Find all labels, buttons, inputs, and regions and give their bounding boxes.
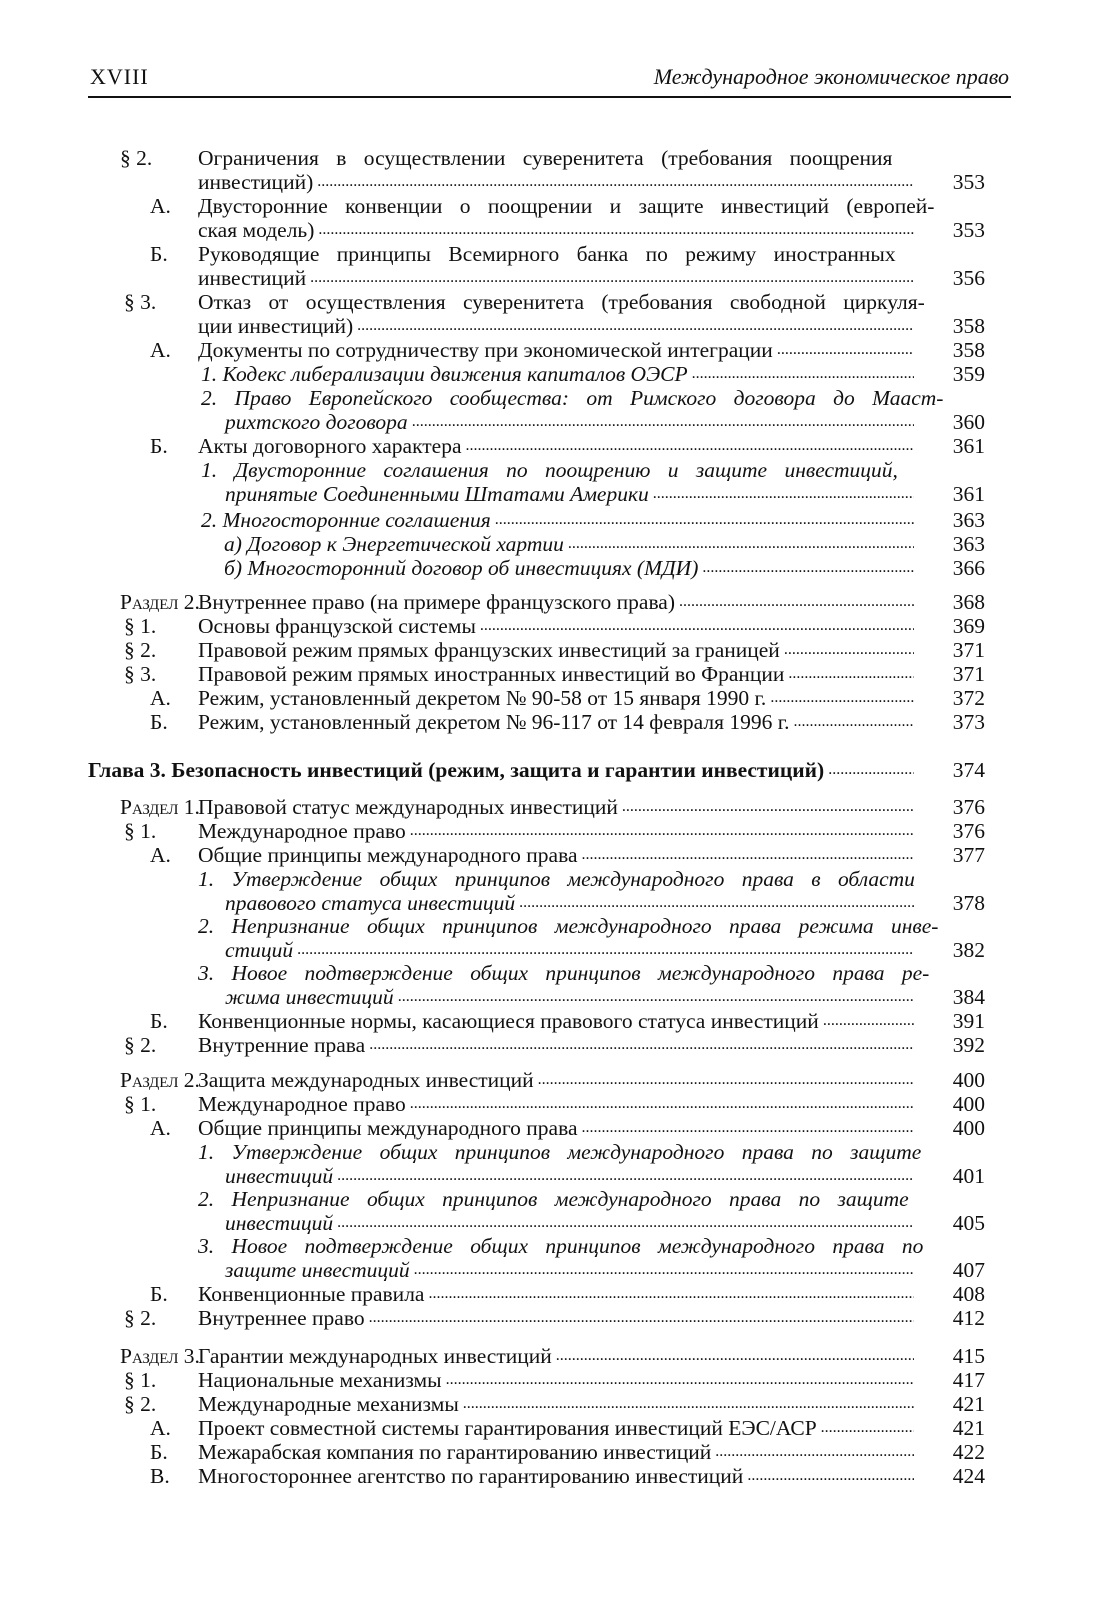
entry-page-number: 361 [952,482,985,506]
entry-title: Режим, установленный декретом № 90-58 от 15 января 1990 г. [198,686,767,710]
entry-title: Международные механизмы [198,1392,459,1416]
entry-title: принятые Соединенными Штатами Америки [225,482,649,506]
entry-title: рихтского договора [225,410,408,434]
dot-leader [519,891,914,915]
entry-page-number: 408 [952,1282,985,1306]
entry-page-number: 424 [952,1464,985,1488]
dot-leader [556,1344,914,1368]
entry-title-line1: Отказ от осуществления суверенитета (требования свободной циркуля- [198,290,925,314]
entry-label: § 2. [124,1033,157,1057]
dot-leader [398,985,914,1009]
entry-page-number: 374 [952,758,985,782]
entry-title-line1: 2. Непризнание общих принципов международного права режима инве- [198,914,939,938]
entry-label: § 3. [124,290,157,314]
entry-label: Раздел 2. [120,1068,200,1092]
entry-title: Конвенционные нормы, касающиеся правового статуса инвестиций [198,1009,819,1033]
entry-title: ции инвестиций) [198,314,354,338]
page-header [88,56,1011,98]
dot-leader [747,1464,914,1488]
entry-label: Б. [150,242,168,266]
entry-title: Правовой режим прямых иностранных инвестиций во Франции [198,662,785,686]
entry-page-number: 361 [952,434,985,458]
entry-title: а) Договор к Энергетической хартии [224,532,564,556]
dot-leader [310,266,914,290]
entry-title: 2. Многосторонние соглашения [201,508,491,532]
dot-leader [828,758,914,782]
entry-title: стиций [225,938,294,962]
entry-label: Б. [150,1282,168,1306]
entry-page-number: 391 [952,1009,985,1033]
entry-title-line1: Двусторонние конвенции о поощрении и защите инвестиций (европей- [198,194,935,218]
entry-label: § 2. [124,638,157,662]
entry-title: Межарабская компания по гарантированию инвестиций [198,1440,712,1464]
entry-title: 1. Кодекс либерализации движения капиталов ОЭСР [201,362,688,386]
dot-leader [412,410,914,434]
dot-leader [337,1164,914,1188]
entry-page-number: 412 [952,1306,985,1330]
entry-title-line1: Руководящие принципы Всемирного банка по режиму иностранных [198,242,896,266]
entry-page-number: 400 [952,1092,985,1116]
dot-leader [692,362,914,386]
entry-page-number: 421 [952,1416,985,1440]
dot-leader [369,1306,914,1330]
page-number: XVIII [90,64,149,89]
dot-leader [788,662,914,686]
entry-page-number: 415 [952,1344,985,1368]
entry-title: Национальные механизмы [198,1368,442,1392]
entry-title-line1: 2. Право Европейского сообщества: от Римского договора до Мааст- [201,386,944,410]
entry-title: Режим, установленный декретом № 96-117 от 14 февраля 1996 г. [198,710,790,734]
entry-title: инвестиций [225,1164,334,1188]
dot-leader [823,1009,914,1033]
entry-page-number: 376 [952,819,985,843]
entry-label: Раздел 3. [120,1344,200,1368]
entry-page-number: 417 [952,1368,985,1392]
dot-leader [794,710,914,734]
entry-title: инвестиций [225,1211,334,1235]
entry-title: Общие принципы международного права [198,1116,578,1140]
entry-title: Гарантии международных инвестиций [198,1344,552,1368]
entry-title: Внутреннее право (на примере французского права) [198,590,676,614]
entry-label: А. [150,1116,171,1140]
dot-leader [568,532,914,556]
dot-leader [581,843,914,867]
dot-leader [414,1258,914,1282]
dot-leader [653,482,914,506]
entry-label: А. [150,194,171,218]
dot-leader [538,1068,914,1092]
dot-leader [410,819,914,843]
dot-leader [581,1116,914,1140]
entry-title: Международное право [198,1092,406,1116]
entry-page-number: 358 [952,338,985,362]
dot-leader [410,1092,914,1116]
entry-label: § 1. [124,614,157,638]
dot-leader [480,614,914,638]
entry-label: § 3. [124,662,157,686]
entry-page-number: 401 [952,1164,985,1188]
running-title: Международное экономическое право [653,64,1009,89]
entry-title: б) Многосторонний договор об инвестициях (МДИ) [224,556,699,580]
entry-label: Б. [150,1009,168,1033]
entry-title: инвестиций) [198,170,314,194]
entry-title-line1: 1. Двусторонние соглашения по поощрению и защите инвестиций, [201,458,898,482]
dot-leader [777,338,914,362]
entry-page-number: 384 [952,985,985,1009]
dot-leader [337,1211,914,1235]
entry-title: Внутренние права [198,1033,366,1057]
dot-leader [357,314,914,338]
entry-title: ская модель) [198,218,315,242]
entry-title: защите инвестиций [225,1258,410,1282]
entry-title: инвестиций [198,266,307,290]
entry-page-number: 353 [952,170,985,194]
entry-label: Б. [150,710,168,734]
entry-page-number: 421 [952,1392,985,1416]
dot-leader [428,1282,914,1306]
entry-page-number: 407 [952,1258,985,1282]
entry-page-number: 358 [952,314,985,338]
entry-page-number: 422 [952,1440,985,1464]
entry-title: Внутреннее право [198,1306,365,1330]
entry-page-number: 363 [952,532,985,556]
entry-page-number: 359 [952,362,985,386]
entry-page-number: 382 [952,938,985,962]
entry-label: § 2. [124,1392,157,1416]
entry-page-number: 405 [952,1211,985,1235]
entry-label: § 1. [124,1092,157,1116]
entry-page-number: 353 [952,218,985,242]
entry-page-number: 363 [952,508,985,532]
dot-leader [702,556,914,580]
entry-page-number: 378 [952,891,985,915]
dot-leader [317,170,914,194]
entry-title: Конвенционные правила [198,1282,425,1306]
dot-leader [463,1392,914,1416]
entry-title-line1: 2. Непризнание общих принципов международного права по защите [198,1187,909,1211]
dot-leader [446,1368,914,1392]
entry-label: А. [150,338,171,362]
entry-label: А. [150,843,171,867]
entry-title-line1: 1. Утверждение общих принципов международного права в области [198,867,915,891]
entry-label: Б. [150,434,168,458]
entry-title: Правовой режим прямых французских инвестиций за границей [198,638,780,662]
entry-title: Акты договорного характера [198,434,462,458]
dot-leader [466,434,915,458]
entry-page-number: 356 [952,266,985,290]
entry-label: В. [150,1464,170,1488]
entry-label: § 2. [120,146,153,170]
entry-title: Документы по сотрудничеству при экономической интеграции [198,338,773,362]
entry-title: Международное право [198,819,406,843]
entry-label: § 1. [124,1368,157,1392]
dot-leader [318,218,914,242]
entry-label: Б. [150,1440,168,1464]
entry-page-number: 372 [952,686,985,710]
entry-title: Общие принципы международного права [198,843,578,867]
entry-page-number: 369 [952,614,985,638]
entry-label: Раздел 1. [120,795,200,819]
entry-title: Основы французской системы [198,614,476,638]
entry-title: правового статуса инвестиций [225,891,516,915]
dot-leader [369,1033,914,1057]
entry-page-number: 366 [952,556,985,580]
dot-leader [622,795,914,819]
entry-page-number: 392 [952,1033,985,1057]
dot-leader [495,508,914,532]
entry-label: Раздел 2. [120,590,200,614]
entry-page-number: 373 [952,710,985,734]
entry-title-line1: 3. Новое подтверждение общих принципов международного права по [198,1234,924,1258]
entry-title: Проект совместной системы гарантирования инвестиций ЕЭС/АСР [198,1416,817,1440]
entry-title: Глава 3. Безопасность инвестиций (режим, защита и гарантии инвестиций) [88,758,825,782]
entry-page-number: 368 [952,590,985,614]
entry-page-number: 371 [952,662,985,686]
dot-leader [770,686,914,710]
entry-title-line1: 1. Утверждение общих принципов международного права по защите [198,1140,922,1164]
entry-title: Многостороннее агентство по гарантированию инвестиций [198,1464,744,1488]
dot-leader [784,638,914,662]
entry-title: жима инвестиций [225,985,394,1009]
entry-label: § 1. [124,819,157,843]
entry-title-line1: 3. Новое подтверждение общих принципов международного права ре- [198,961,930,985]
dot-leader [715,1440,914,1464]
dot-leader [679,590,914,614]
entry-page-number: 360 [952,410,985,434]
entry-label: А. [150,1416,171,1440]
dot-leader [821,1416,914,1440]
entry-title: Правовой статус международных инвестиций [198,795,618,819]
entry-title-line1: Ограничения в осуществлении суверенитета (требования поощрения [198,146,893,170]
entry-page-number: 376 [952,795,985,819]
entry-page-number: 400 [952,1068,985,1092]
entry-label: § 2. [124,1306,157,1330]
entry-label: А. [150,686,171,710]
entry-page-number: 377 [952,843,985,867]
entry-title: Защита международных инвестиций [198,1068,534,1092]
entry-page-number: 371 [952,638,985,662]
dot-leader [297,938,914,962]
entry-page-number: 400 [952,1116,985,1140]
